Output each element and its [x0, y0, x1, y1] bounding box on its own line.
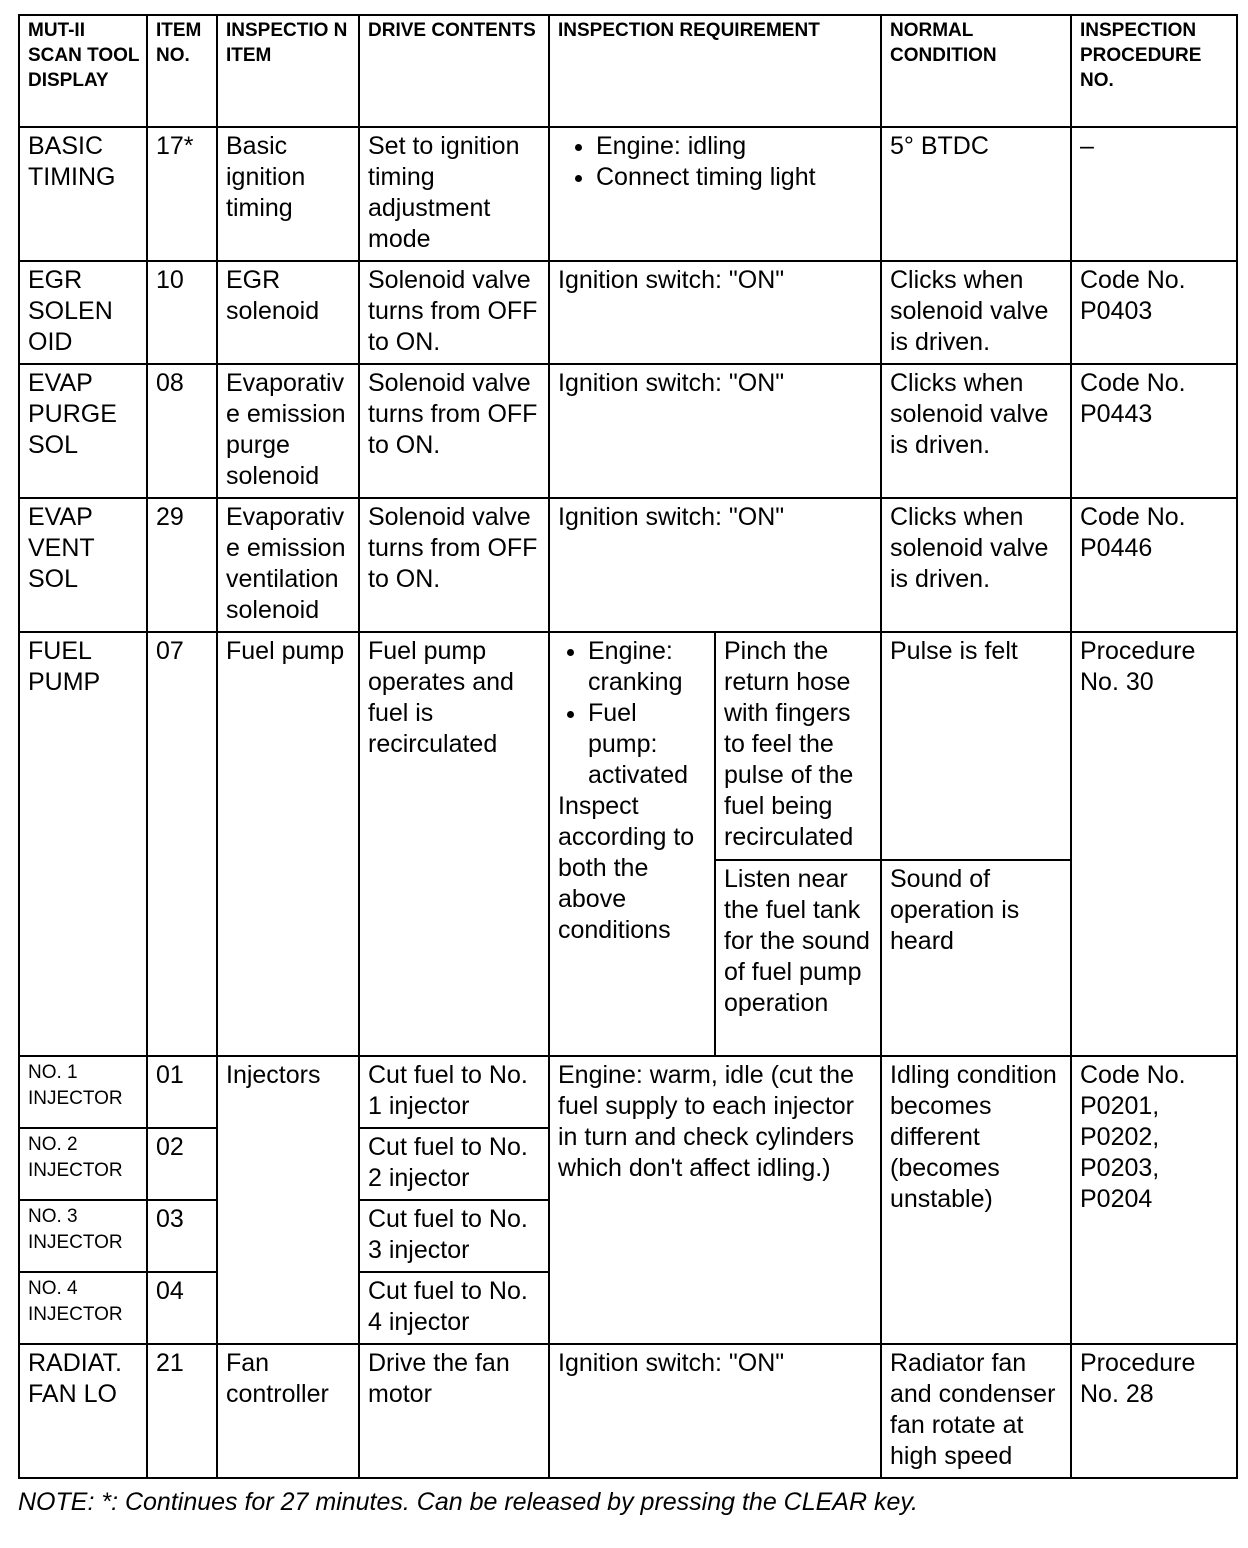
list-item: • Engine: idling [596, 131, 874, 162]
cell-procedure: Code No. P0201, P0202, P0203, P0204 [1071, 1056, 1237, 1344]
table-row [19, 261, 1237, 364]
cell-display: BASIC TIMING [19, 127, 147, 261]
requirement-list [558, 131, 874, 193]
cell-display: NO. 4 INJECTOR [19, 1272, 147, 1344]
requirement-list [558, 636, 708, 791]
cell-item-no: 21 [147, 1344, 217, 1478]
header-item-no: ITEM NO. [147, 15, 217, 127]
header-display: MUT-II SCAN TOOL DISPLAY [19, 15, 147, 127]
cell-normal: Clicks when solenoid valve is driven. [881, 364, 1071, 498]
cell-display: EVAP VENT SOL [19, 498, 147, 632]
cell-item: Evaporativ e emission purge solenoid [217, 364, 359, 498]
cell-item-no: 02 [147, 1128, 217, 1200]
list-item: • Engine: cranking [588, 636, 708, 698]
cell-requirement [549, 127, 881, 261]
header-row [19, 15, 1237, 127]
cell-item: Fuel pump [217, 632, 359, 1056]
cell-drive: Cut fuel to No. 1 injector [359, 1056, 549, 1128]
cell-item-no: 17* [147, 127, 217, 261]
cell-drive: Fuel pump operates and fuel is recirculated [359, 632, 549, 1056]
cell-item: Fan controller [217, 1344, 359, 1478]
header-drive-contents: DRIVE CONTENTS [359, 15, 549, 127]
cell-procedure: Procedure No. 28 [1071, 1344, 1237, 1478]
cell-normal: Radiator fan and condenser fan rotate at high speed [881, 1344, 1071, 1478]
cell-normal: Clicks when solenoid valve is driven. [881, 261, 1071, 364]
table-row [19, 1344, 1237, 1478]
footnote: NOTE: *: Continues for 27 minutes. Can be released by pressing the CLEAR key. [18, 1488, 918, 1516]
table-row [19, 127, 1237, 261]
cell-display: NO. 2 INJECTOR [19, 1128, 147, 1200]
cell-item-no: 07 [147, 632, 217, 1056]
cell-drive: Drive the fan motor [359, 1344, 549, 1478]
cell-display: EGR SOLEN OID [19, 261, 147, 364]
cell-normal: Sound of operation is heard [881, 860, 1071, 1056]
cell-procedure: Code No. P0446 [1071, 498, 1237, 632]
cell-procedure: Code No. P0443 [1071, 364, 1237, 498]
cell-check: Listen near the fuel tank for the sound of fuel pump operation [715, 860, 881, 1056]
cell-display: RADIAT. FAN LO [19, 1344, 147, 1478]
cell-requirement: Ignition switch: "ON" [549, 1344, 881, 1478]
table-row [19, 364, 1237, 498]
actuator-test-table [18, 14, 1238, 1479]
header-requirement: INSPECTION REQUIREMENT [549, 15, 881, 127]
cell-requirement [549, 632, 715, 1056]
cell-normal: 5° BTDC [881, 127, 1071, 261]
list-item: • Connect timing light [596, 162, 874, 193]
cell-item-no: 10 [147, 261, 217, 364]
table-row [19, 1056, 1237, 1128]
cell-item: EGR solenoid [217, 261, 359, 364]
cell-item: Evaporativ e emission ventilation solenoid [217, 498, 359, 632]
cell-normal: Idling condition becomes different (becomes unstable) [881, 1056, 1071, 1344]
header-normal-condition: NORMAL CONDITION [881, 15, 1071, 127]
list-item: • Fuel pump: activated [588, 698, 708, 791]
cell-check: Pinch the return hose with fingers to feel the pulse of the fuel being recirculated [715, 632, 881, 860]
cell-item-no: 01 [147, 1056, 217, 1128]
cell-drive: Solenoid valve turns from OFF to ON. [359, 364, 549, 498]
cell-procedure: Procedure No. 30 [1071, 632, 1237, 1056]
cell-item-no: 08 [147, 364, 217, 498]
cell-procedure: – [1071, 127, 1237, 261]
cell-requirement: Engine: warm, idle (cut the fuel supply to each injector in turn and check cylinders which don't affect idling.) [549, 1056, 881, 1344]
cell-drive: Solenoid valve turns from OFF to ON. [359, 261, 549, 364]
cell-drive: Set to ignition timing adjustment mode [359, 127, 549, 261]
cell-procedure: Code No. P0403 [1071, 261, 1237, 364]
cell-display: NO. 1 INJECTOR [19, 1056, 147, 1128]
cell-display: FUEL PUMP [19, 632, 147, 1056]
cell-normal: Clicks when solenoid valve is driven. [881, 498, 1071, 632]
cell-display: NO. 3 INJECTOR [19, 1200, 147, 1272]
header-procedure: INSPECTION PROCEDURE NO. [1071, 15, 1237, 127]
inspection-document [18, 14, 1236, 1479]
cell-item-no: 29 [147, 498, 217, 632]
cell-requirement: Ignition switch: "ON" [549, 261, 881, 364]
cell-item-no: 03 [147, 1200, 217, 1272]
table-row [19, 632, 1237, 860]
cell-normal: Pulse is felt [881, 632, 1071, 860]
cell-display: EVAP PURGE SOL [19, 364, 147, 498]
cell-drive: Cut fuel to No. 3 injector [359, 1200, 549, 1272]
cell-requirement: Ignition switch: "ON" [549, 498, 881, 632]
cell-drive: Cut fuel to No. 4 injector [359, 1272, 549, 1344]
table-row [19, 498, 1237, 632]
cell-item-no: 04 [147, 1272, 217, 1344]
cell-drive: Cut fuel to No. 2 injector [359, 1128, 549, 1200]
cell-drive: Solenoid valve turns from OFF to ON. [359, 498, 549, 632]
header-inspection-item: INSPECTIO N ITEM [217, 15, 359, 127]
cell-requirement: Ignition switch: "ON" [549, 364, 881, 498]
cell-item: Injectors [217, 1056, 359, 1344]
cell-item: Basic ignition timing [217, 127, 359, 261]
requirement-text: Inspect according to both the above conditions [558, 792, 695, 944]
